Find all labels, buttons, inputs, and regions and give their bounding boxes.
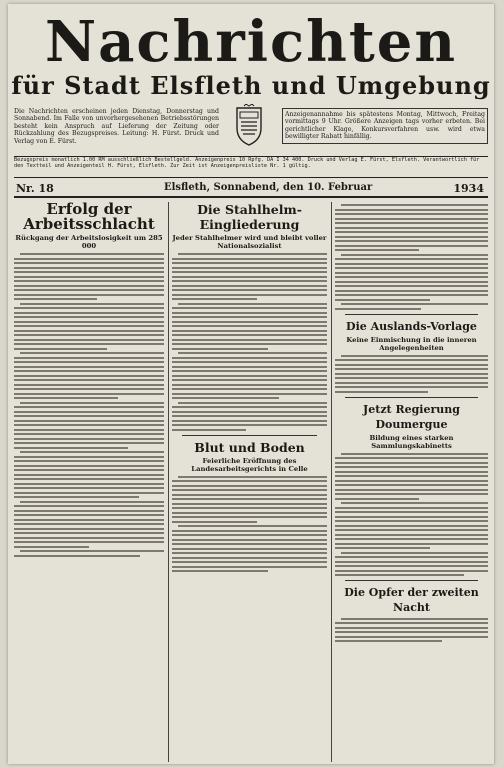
text-line: [335, 267, 488, 269]
text-line: [14, 438, 164, 440]
text-line: [341, 618, 488, 620]
text-line: [14, 492, 164, 494]
text-line: [14, 316, 164, 318]
text-line: [14, 388, 164, 390]
article-columns: [14, 202, 488, 762]
text-line: [14, 393, 164, 395]
text-line: [335, 391, 428, 393]
text-line: [14, 375, 164, 377]
text-line: [341, 552, 488, 554]
text-line: [172, 507, 327, 509]
issue-date: Elsfleth, Sonnabend, den 10. Februar: [164, 182, 373, 193]
text-line: [14, 514, 164, 516]
text-line: [335, 276, 488, 278]
notice-bar: Bezugspreis monatlich 1.00 RM ausschließlich Bestellgeld. Anzeigenpreis 10 Rpfg. DA I 34 400. Druck und Verlag E. Fürst, Elsfleth. Verantwortlich für den Textteil und Anzeigenteil H. Fürst, Elsfleth. Zur Zeit ist Anzeigenpreisliste Nr. 1 gültig.: [14, 156, 488, 178]
text-line: [172, 521, 257, 523]
text-line: [20, 253, 164, 255]
text-line: [14, 546, 89, 548]
text-line: [172, 325, 327, 327]
text-line: [335, 236, 488, 238]
text-line: [172, 280, 327, 282]
text-line: [335, 294, 488, 296]
text-line: [14, 478, 164, 480]
text-line: [335, 525, 488, 527]
text-line: [14, 321, 164, 323]
text-line: [172, 494, 327, 496]
text-line: [14, 276, 164, 278]
column-divider: [331, 202, 332, 762]
masthead-info-row: [14, 108, 488, 154]
text-line: [14, 541, 164, 543]
text-line: [335, 561, 488, 563]
text-line: [172, 561, 327, 563]
text-line: [14, 379, 164, 381]
text-line: [14, 537, 164, 539]
publication-info: Die Nachrichten erscheinen jeden Dienstag, Donnerstag und Sonnabend. Im Falle von unvorhergesehenen Betriebsstörungen besteht kein Anspruch auf Lieferung der Zeitung oder Rückzahlung des Bezugspreises. Leitung: H. Fürst. Druck und Verlag von E. Fürst.: [14, 108, 219, 145]
article-text-auslands-vorlage: [335, 355, 488, 393]
text-line: [172, 424, 327, 426]
text-line: [172, 316, 327, 318]
text-line: [335, 520, 488, 522]
text-line: [335, 489, 488, 491]
text-line: [172, 321, 327, 323]
text-line: [14, 411, 164, 413]
text-line: [335, 213, 488, 215]
text-line: [14, 456, 164, 458]
text-line: [335, 285, 488, 287]
text-line: [14, 555, 140, 557]
deck-blut-und-boden: Feierliche Eröffnung des Landesarbeitsgerichts in Celle: [191, 456, 308, 473]
text-line: [172, 271, 327, 273]
text-line: [14, 442, 164, 444]
text-line: [14, 285, 164, 287]
text-line: [14, 496, 139, 498]
text-line: [14, 474, 164, 476]
text-line: [172, 357, 327, 359]
text-line: [14, 415, 164, 417]
headline-doumergue: Jetzt Regierung Doumergue: [363, 402, 460, 431]
article-divider: [345, 314, 478, 315]
text-line: [335, 538, 488, 540]
text-line: [335, 258, 488, 260]
text-line: [14, 280, 164, 282]
text-line: [172, 258, 327, 260]
text-line: [172, 285, 327, 287]
text-line: [335, 570, 488, 572]
text-line: [172, 543, 327, 545]
text-line: [335, 368, 488, 370]
text-line: [14, 528, 164, 530]
newspaper-title: Nachrichten: [44, 9, 458, 75]
text-line: [335, 281, 488, 283]
text-line: [335, 547, 430, 549]
text-line: [14, 357, 164, 359]
text-line: [172, 366, 327, 368]
text-line: [335, 511, 488, 513]
text-line: [335, 640, 442, 642]
text-line: [335, 493, 488, 495]
text-line: [178, 303, 327, 305]
issue-number: Nr. 18: [16, 182, 54, 195]
text-line: [335, 373, 488, 375]
text-line: [20, 402, 164, 404]
deck-auslands-vorlage: Keine Einmischung in die inneren Angelegenheiten: [346, 335, 477, 352]
text-line: [172, 307, 327, 309]
text-line: [14, 406, 164, 408]
text-line: [14, 424, 164, 426]
text-line: [172, 339, 327, 341]
deck-doumergue: Bildung eines starken Sammlungskabinetts: [369, 433, 454, 450]
text-line: [14, 505, 164, 507]
article-divider: [182, 435, 317, 436]
headline-arbeitsschlacht: Erfolg der Arbeitsschlacht: [23, 202, 155, 233]
text-line: [172, 557, 327, 559]
text-line: [14, 258, 164, 260]
text-line: [335, 222, 488, 224]
dateline: [14, 182, 488, 198]
text-line: [178, 253, 327, 255]
text-line: [172, 294, 327, 296]
text-line: [14, 370, 164, 372]
headline-auslands-vorlage: Die Auslands-Vorlage: [346, 319, 477, 333]
text-line: [14, 510, 164, 512]
text-line: [335, 227, 488, 229]
text-line: [172, 267, 327, 269]
deck-arbeitsschlacht: Rückgang der Arbeitslosigkeit um 285 000: [15, 234, 163, 250]
text-line: [14, 307, 164, 309]
text-line: [335, 245, 488, 247]
text-line: [172, 566, 327, 568]
text-line: [341, 204, 488, 206]
article-text-opfer: [335, 618, 488, 643]
text-line: [14, 325, 164, 327]
text-line: [14, 487, 164, 489]
article-divider: [345, 580, 478, 581]
text-line: [335, 272, 488, 274]
text-line: [172, 298, 257, 300]
newspaper-page: [8, 4, 494, 764]
text-line: [335, 471, 488, 473]
text-line: [14, 433, 164, 435]
text-line: [172, 489, 327, 491]
text-line: [172, 548, 327, 550]
text-line: [14, 289, 164, 291]
text-line: [172, 552, 327, 554]
text-line: [172, 276, 327, 278]
text-line: [14, 532, 164, 534]
town-crest-icon: [234, 104, 264, 146]
text-line: [335, 484, 488, 486]
text-line: [14, 420, 164, 422]
text-line: [14, 262, 164, 264]
text-line: [14, 334, 164, 336]
deck-stahlhelm: Jeder Stahlhelmer wird und bleibt voller Nationalsozialist: [172, 234, 327, 250]
text-line: [335, 627, 488, 629]
text-line: [335, 480, 488, 482]
text-line: [172, 397, 279, 399]
text-line: [335, 466, 488, 468]
text-line: [172, 498, 327, 500]
text-line: [172, 480, 327, 482]
text-line: [341, 355, 488, 357]
text-line: [172, 485, 327, 487]
text-line: [20, 550, 164, 552]
text-line: [172, 334, 327, 336]
article-text-column-3-top: [335, 204, 488, 310]
text-line: [335, 543, 488, 545]
text-line: [172, 539, 327, 541]
text-line: [172, 503, 327, 505]
text-line: [14, 469, 164, 471]
text-line: [341, 254, 488, 256]
text-line: [14, 267, 164, 269]
article-text-doumergue: [335, 453, 488, 577]
article-text-stahlhelm: [172, 253, 327, 431]
text-line: [335, 231, 488, 233]
text-line: [14, 298, 97, 300]
text-line: [172, 262, 327, 264]
text-line: [14, 460, 164, 462]
text-line: [178, 352, 327, 354]
text-line: [178, 525, 327, 527]
text-line: [335, 364, 488, 366]
text-line: [172, 512, 327, 514]
headline-stahlhelm: Die Stahlhelm-Eingliederung: [197, 202, 302, 232]
text-line: [335, 631, 488, 633]
text-line: [341, 453, 488, 455]
text-line: [335, 529, 488, 531]
text-line: [20, 501, 164, 503]
headline-blut-und-boden: Blut und Boden: [194, 439, 305, 455]
text-line: [335, 498, 419, 500]
text-line: [14, 312, 164, 314]
text-line: [335, 457, 488, 459]
text-line: [172, 411, 327, 413]
article-text-blut-und-boden: [172, 476, 327, 573]
text-line: [172, 330, 327, 332]
text-line: [20, 352, 164, 354]
text-line: [14, 483, 164, 485]
text-line: [172, 312, 327, 314]
text-line: [335, 574, 464, 576]
text-line: [335, 308, 421, 310]
text-line: [172, 393, 327, 395]
column-1: [14, 202, 164, 762]
text-line: [178, 402, 327, 404]
text-line: [335, 386, 488, 388]
advertising-info: Anzeigenannahme bis spätestens Montag, Mittwoch, Freitag vormittags 9 Uhr. Größere Anzeigen tags vorher erbeten. Bei gerichtlicher Klage, Konkursverfahren usw. wird etwa bewilligter Rabatt hinfällig.: [282, 108, 488, 144]
text-line: [20, 451, 164, 453]
text-line: [20, 303, 164, 305]
text-line: [341, 303, 488, 305]
text-line: [14, 519, 164, 521]
text-line: [335, 556, 488, 558]
text-line: [178, 476, 327, 478]
text-line: [335, 382, 488, 384]
text-line: [14, 366, 164, 368]
text-line: [172, 570, 268, 572]
text-line: [335, 263, 488, 265]
masthead: [8, 4, 494, 116]
text-line: [335, 622, 488, 624]
text-line: [172, 420, 327, 422]
text-line: [335, 377, 488, 379]
text-line: [335, 507, 488, 509]
text-line: [335, 290, 488, 292]
text-line: [14, 523, 164, 525]
text-line: [172, 530, 327, 532]
text-line: [172, 343, 327, 345]
text-line: [14, 271, 164, 273]
text-line: [335, 565, 488, 567]
text-line: [172, 516, 327, 518]
text-line: [172, 379, 327, 381]
text-line: [14, 348, 107, 350]
text-line: [335, 516, 488, 518]
text-line: [14, 397, 118, 399]
text-line: [172, 384, 327, 386]
text-line: [172, 289, 327, 291]
text-line: [14, 343, 164, 345]
column-3: [335, 202, 488, 762]
text-line: [335, 249, 419, 251]
text-line: [335, 218, 488, 220]
text-line: [172, 348, 268, 350]
text-line: [172, 361, 327, 363]
text-line: [172, 429, 246, 431]
text-line: [172, 406, 327, 408]
text-line: [172, 415, 327, 417]
issue-year: 1934: [453, 182, 484, 195]
text-line: [335, 359, 488, 361]
text-line: [172, 388, 327, 390]
newspaper-subtitle: für Stadt Elsfleth und Umgebung: [11, 71, 491, 100]
headline-opfer: Die Opfer der zweiten Nacht: [344, 586, 479, 615]
text-line: [14, 384, 164, 386]
text-line: [14, 294, 164, 296]
column-divider: [168, 202, 169, 762]
text-line: [335, 299, 430, 301]
text-line: [335, 475, 488, 477]
text-line: [172, 534, 327, 536]
text-line: [335, 636, 488, 638]
article-divider: [345, 397, 478, 398]
text-line: [341, 502, 488, 504]
text-line: [14, 447, 128, 449]
text-line: [14, 330, 164, 332]
text-line: [14, 339, 164, 341]
column-2: [172, 202, 327, 762]
text-line: [14, 429, 164, 431]
text-line: [14, 361, 164, 363]
text-line: [172, 375, 327, 377]
article-text-arbeitsschlacht: [14, 253, 164, 557]
text-line: [335, 209, 488, 211]
text-line: [335, 240, 488, 242]
text-line: [172, 370, 327, 372]
text-line: [335, 462, 488, 464]
text-line: [14, 465, 164, 467]
text-line: [335, 534, 488, 536]
